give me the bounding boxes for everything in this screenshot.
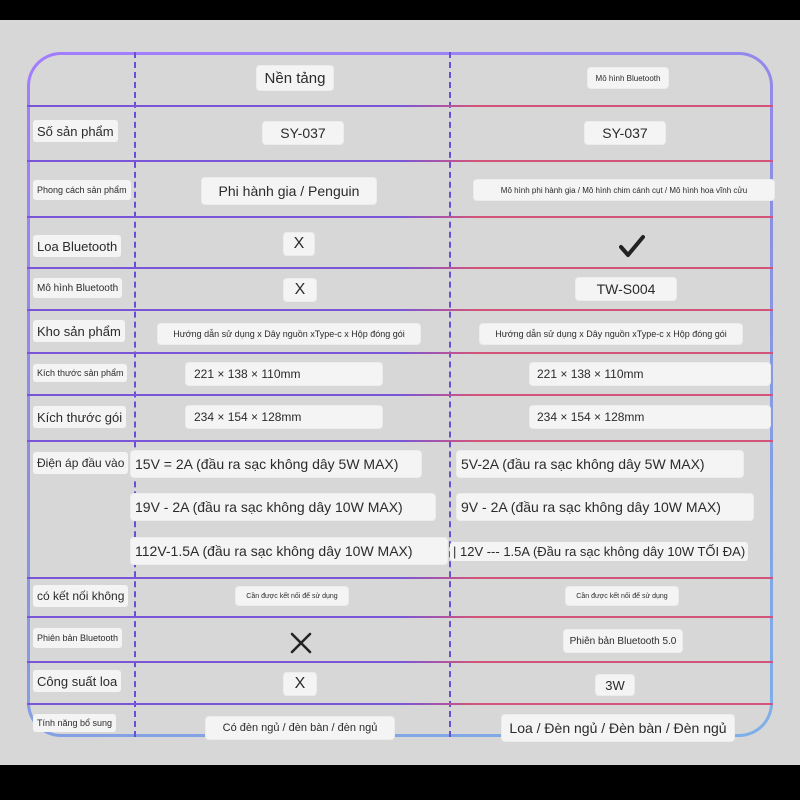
label-bluetooth-speaker: Loa Bluetooth bbox=[33, 235, 121, 257]
style-platform: Phi hành gia / Penguin bbox=[202, 178, 376, 204]
model-number-platform: SY-037 bbox=[263, 122, 343, 144]
label-bluetooth-model: Mô hình Bluetooth bbox=[33, 278, 122, 298]
voltage-platform-line-1: 15V = 2A (đầu ra sạc không dây 5W MAX) bbox=[131, 451, 421, 477]
package-platform: Hướng dẫn sử dụng x Dây nguồn xType-c x Hộp đóng gói bbox=[158, 324, 420, 344]
x-cross-icon bbox=[288, 630, 314, 656]
speaker-power-bluetooth: 3W bbox=[596, 675, 634, 695]
row-divider bbox=[27, 661, 773, 663]
package-bluetooth: Hướng dẫn sử dụng x Dây nguồn xType-c x Hộp đóng gói bbox=[480, 324, 742, 344]
row-divider bbox=[27, 440, 773, 442]
style-bluetooth: Mô hình phi hành gia / Mô hình chim cánh cụt / Mô hình hoa vĩnh cửu bbox=[474, 180, 774, 200]
row-divider bbox=[27, 160, 773, 162]
extra-bluetooth: Loa / Đèn ngủ / Đèn bàn / Đèn ngủ bbox=[502, 715, 734, 741]
label-package-size: Kích thước gói bbox=[33, 406, 126, 428]
voltage-platform-line-2: 19V - 2A (đầu ra sạc không dây 10W MAX) bbox=[131, 494, 435, 520]
speaker-power-platform: X bbox=[284, 673, 316, 695]
row-divider bbox=[27, 616, 773, 618]
check-icon bbox=[618, 233, 646, 259]
connect-platform: Cần được kết nối để sử dụng bbox=[236, 587, 348, 605]
bt-model-platform: X bbox=[284, 279, 316, 301]
label-input-voltage: Điện áp đầu vào bbox=[33, 452, 128, 474]
voltage-bluetooth-line-2: 9V - 2A (đầu ra sạc không dây 10W MAX) bbox=[457, 494, 753, 520]
row-divider bbox=[27, 267, 773, 269]
label-speaker-power: Công suất loa bbox=[33, 670, 121, 692]
header-bluetooth-model: Mô hình Bluetooth bbox=[588, 68, 668, 88]
speaker-platform: X bbox=[284, 233, 314, 255]
extra-platform: Có đèn ngủ / đèn bàn / đèn ngủ bbox=[206, 717, 394, 739]
product-size-bluetooth: 221 × 138 × 110mm bbox=[530, 363, 770, 385]
row-divider bbox=[27, 394, 773, 396]
voltage-platform-line-3: 112V-1.5A (đầu ra sạc không dây 10W MAX) bbox=[131, 538, 447, 564]
label-bluetooth-version: Phiên bản Bluetooth bbox=[33, 628, 122, 648]
bt-model-bluetooth: TW-S004 bbox=[576, 278, 676, 300]
label-model-number: Số sản phẩm bbox=[33, 120, 118, 142]
row-divider bbox=[27, 105, 773, 107]
row-divider bbox=[27, 216, 773, 218]
row-divider bbox=[27, 577, 773, 579]
header-platform: Nền tảng bbox=[257, 66, 333, 90]
bt-version-bluetooth: Phiên bản Bluetooth 5.0 bbox=[564, 630, 682, 652]
connect-bluetooth: Cần được kết nối để sử dụng bbox=[566, 587, 678, 605]
product-size-platform: 221 × 138 × 110mm bbox=[186, 363, 382, 385]
row-divider bbox=[27, 352, 773, 354]
label-product-size: Kích thước sản phẩm bbox=[33, 364, 127, 382]
package-size-platform: 234 × 154 × 128mm bbox=[186, 406, 382, 428]
voltage-bluetooth-line-1: 5V-2A (đầu ra sạc không dây 5W MAX) bbox=[457, 451, 743, 477]
bottom-black-bar bbox=[0, 765, 800, 800]
label-extra-features: Tính năng bổ sung bbox=[33, 714, 116, 732]
voltage-bluetooth-line-3: | 12V --- 1.5A (Đầu ra sạc không dây 10W TỐI ĐA) bbox=[450, 542, 748, 561]
label-product-style: Phong cách sản phẩm bbox=[33, 180, 131, 200]
label-package-contents: Kho sản phẩm bbox=[33, 320, 125, 342]
model-number-bluetooth: SY-037 bbox=[585, 122, 665, 144]
row-divider bbox=[27, 703, 773, 705]
label-connection: có kết nối không bbox=[33, 585, 128, 607]
row-divider bbox=[27, 309, 773, 311]
package-size-bluetooth: 234 × 154 × 128mm bbox=[530, 406, 770, 428]
